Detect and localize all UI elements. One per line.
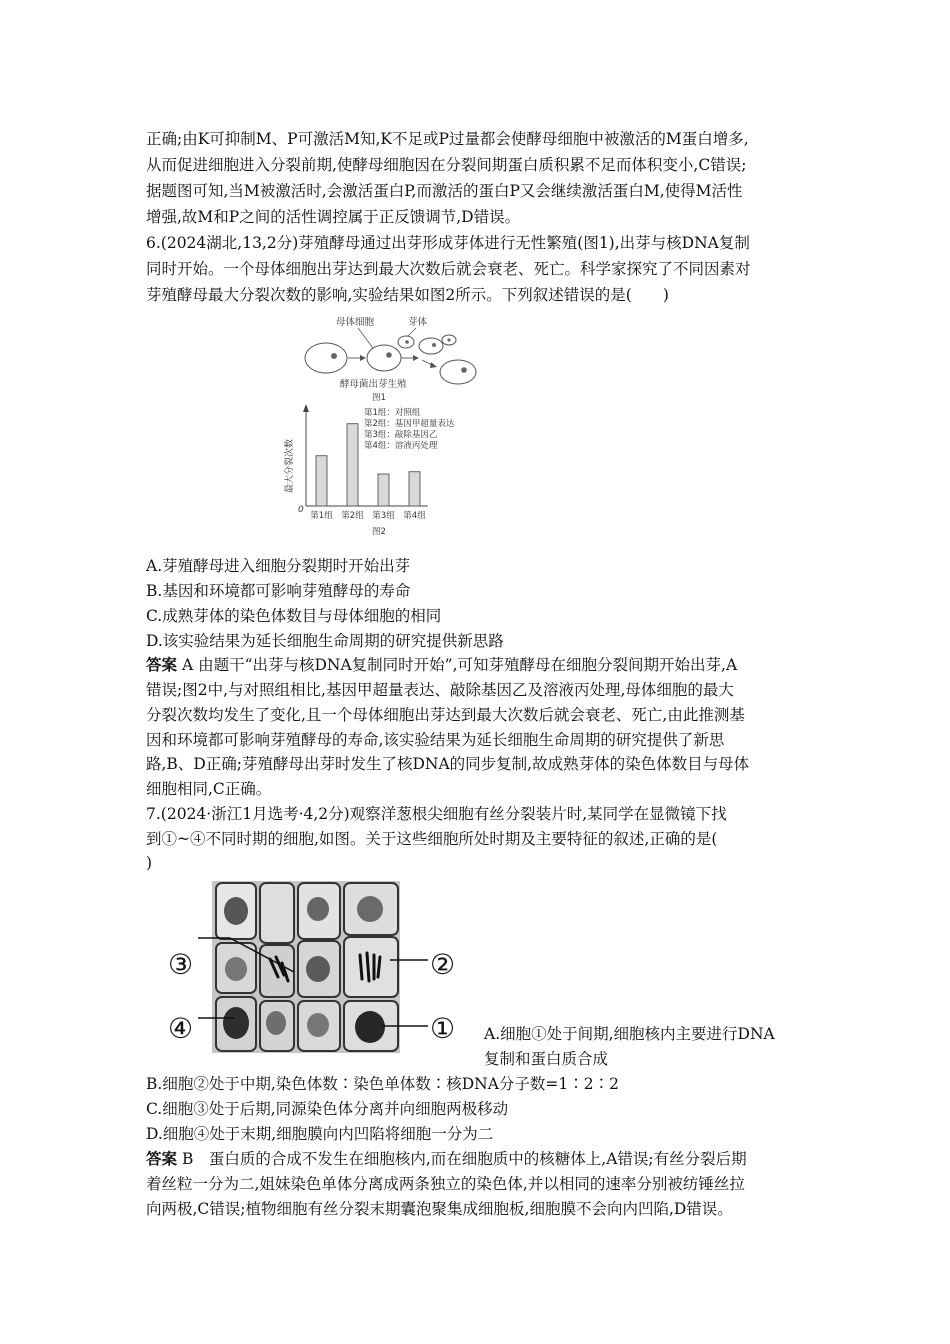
figure-1-caption: 酵母菌出芽生殖 [340, 379, 407, 390]
x-tick-label: 第3组 [372, 511, 395, 521]
option-a: 复制和蛋白质合成 [484, 1050, 609, 1068]
bar-4 [409, 472, 420, 506]
axis-origin: 0 [298, 505, 304, 515]
answer-label: 答案 [146, 656, 178, 674]
bar-3 [378, 474, 389, 506]
label-mother-cell: 母体细胞 [336, 317, 375, 328]
x-tick-label: 第1组 [310, 511, 333, 521]
figure-1-budding-diagram [298, 310, 488, 402]
option-b: B.细胞②处于中期,染色体数∶染色单体数∶核DNA分子数=1∶2∶2 [146, 1075, 620, 1093]
x-tick-label: 第4组 [403, 511, 426, 521]
y-axis-label: 最大分裂次数 [285, 438, 295, 494]
answer-line: 因和环境都可影响芽殖酵母的寿命,该实验结果为延长细胞生命周期的研究提供了新思 [146, 731, 725, 749]
option-a: A.细胞①处于间期,细胞核内主要进行DNA [484, 1025, 775, 1043]
legend-item: 第1组：对照组 [364, 408, 421, 418]
question-6-stem: 6.(2024湖北,13,2分)芽殖酵母通过出芽形成芽体进行无性繁殖(图1),出芽与核DNA复制 [146, 234, 750, 252]
micrograph-callouts [160, 930, 470, 1050]
bar-1 [316, 456, 327, 506]
label-cell-2: ② [430, 948, 456, 981]
legend-item: 第2组：基因甲超量表达 [364, 419, 455, 429]
question-7-stem: 到①~④不同时期的细胞,如图。关于这些细胞所处时期及主要特征的叙述,正确的是( [146, 830, 718, 848]
figure-2-title: 图2 [372, 527, 386, 537]
answer-line: 分裂次数均发生了变化,且一个母体细胞出芽达到最大次数后就会衰老、死亡,由此推测基 [146, 706, 745, 724]
answer-line: 路,B、D正确;芽殖酵母出芽时发生了核DNA的同步复制,故成熟芽体的染色体数目与母体 [146, 755, 750, 773]
option-c: C.成熟芽体的染色体数目与母体细胞的相同 [146, 607, 442, 625]
answer-line [146, 1147, 747, 1171]
figure-2-bar-chart [280, 404, 510, 538]
answer-label: 答案 [146, 1150, 178, 1168]
bar-2 [347, 424, 358, 506]
answer-line: 向两极,C错误;植物细胞有丝分裂末期囊泡聚集成细胞板,细胞膜不会向内凹陷,D错误。 [146, 1200, 733, 1218]
option-b: B.基因和环境都可影响芽殖酵母的寿命 [146, 582, 411, 600]
text-line: 增强,故M和P之间的活性调控属于正反馈调节,D错误。 [146, 208, 521, 226]
label-cell-3: ③ [168, 948, 194, 981]
option-d: D.该实验结果为延长细胞生命周期的研究提供新思路 [146, 632, 504, 650]
option-d: D.细胞④处于末期,细胞膜向内凹陷将细胞一分为二 [146, 1125, 494, 1143]
legend-item: 第4组：溶液丙处理 [364, 441, 438, 451]
label-bud: 芽体 [408, 317, 428, 328]
legend-item: 第3组：敲除基因乙 [364, 430, 438, 440]
x-tick-label: 第2组 [341, 511, 364, 521]
question-7-stem: 7.(2024·浙江1月选考·4,2分)观察洋葱根尖细胞有丝分裂装片时,某同学在显微镜下找 [146, 805, 727, 823]
option-a: A.芽殖酵母进入细胞分裂期时开始出芽 [146, 557, 411, 575]
label-cell-4: ④ [168, 1012, 194, 1045]
text-line: 据题图可知,当M被激活时,会激活蛋白P,而激活的蛋白P又会继续激活蛋白M,使得M活性 [146, 182, 743, 200]
answer-line [146, 653, 737, 677]
answer-line: 着丝粒一分为二,姐妹染色单体分离成两条独立的染色体,并以相同的速率分别被纺锤丝拉 [146, 1175, 745, 1193]
answer-text: B 蛋白质的合成不发生在细胞核内,而在细胞质中的核糖体上,A错误;有丝分裂后期 [177, 1150, 747, 1168]
question-6-stem: 同时开始。一个母体细胞出芽达到最大次数后就会衰老、死亡。科学家探究了不同因素对 [146, 260, 751, 278]
answer-text: A 由题干“出芽与核DNA复制同时开始”,可知芽殖酵母在细胞分裂间期开始出芽,A [177, 656, 738, 674]
text-line: 从而促进细胞进入分裂前期,使酵母细胞因在分裂间期蛋白质积累不足而体积变小,C错误; [146, 156, 747, 174]
option-c: C.细胞③处于后期,同源染色体分离并向细胞两极移动 [146, 1100, 509, 1118]
answer-line: 错误;图2中,与对照组相比,基因甲超量表达、敲除基因乙及溶液丙处理,母体细胞的最大 [146, 681, 734, 699]
question-7-stem: ) [146, 854, 153, 872]
question-6-stem: 芽殖酵母最大分裂次数的影响,实验结果如图2所示。下列叙述错误的是( ) [146, 286, 669, 304]
label-cell-1: ① [430, 1012, 456, 1045]
answer-line: 细胞相同,C正确。 [146, 780, 272, 798]
figure-1-title: 图1 [372, 393, 386, 402]
text-line: 正确;由K可抑制M、P可激活M知,K不足或P过量都会使酵母细胞中被激活的M蛋白增多, [146, 130, 749, 148]
